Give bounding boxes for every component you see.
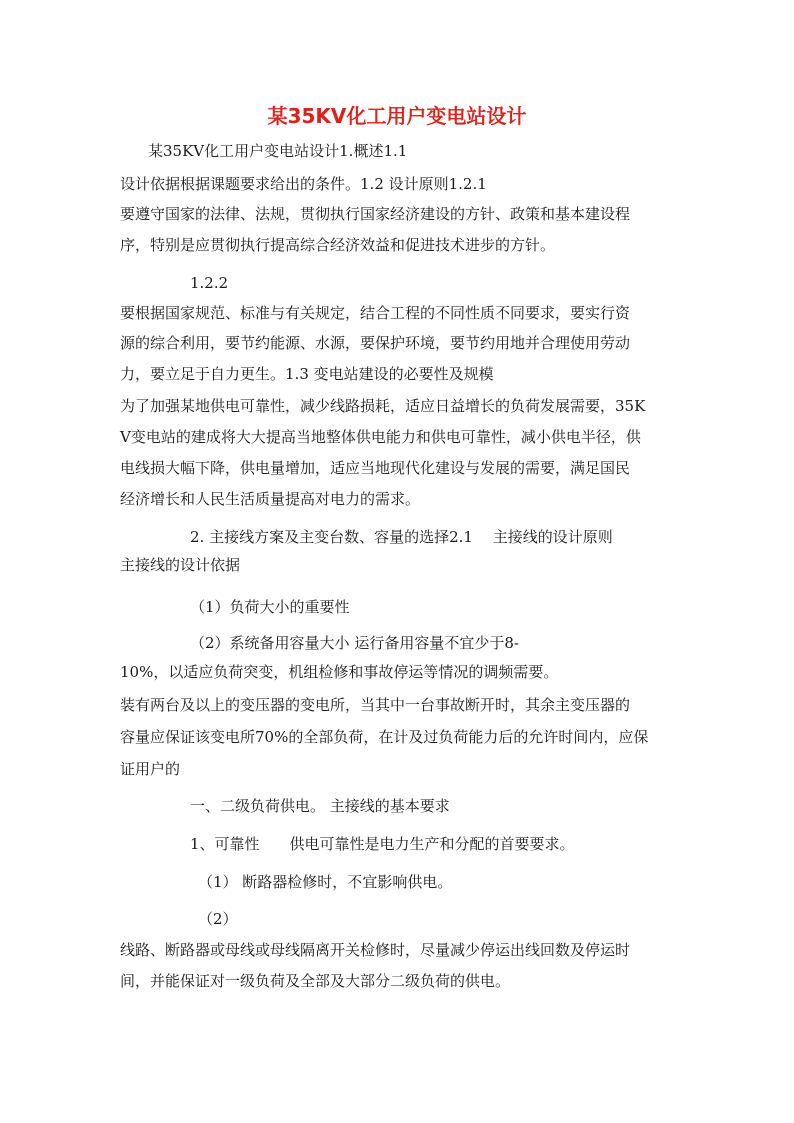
paragraph-line: 容量应保证该变电所70%的全部负荷，在计及过负荷能力后的允许时间内，应保	[120, 728, 649, 746]
paragraph-line: 某35KV化工用户变电站设计1.概述1.1	[148, 142, 408, 160]
paragraph-line: 线路、断路器或母线或母线隔离开关检修时，尽量减少停运出线回数及停运时	[120, 941, 631, 959]
paragraph-line: 力，要立足于自力更生。1.3 变电站建设的必要性及规模	[120, 365, 494, 383]
list-item: （2）系统备用容量大小 运行备用容量不宜少于8-	[190, 634, 519, 652]
paragraph-line: 1.2.2	[190, 274, 229, 292]
paragraph-line: 间，并能保证对一级负荷及全部及大部分二级负荷的供电。	[120, 972, 511, 990]
paragraph-line: 设计依据根据课题要求给出的条件。1.2 设计原则1.2.1	[120, 175, 487, 193]
list-item: （2）	[198, 910, 238, 928]
paragraph-line: 电线损大幅下降，供电量增加，适应当地现代化建设与发展的需要，满足国民	[120, 459, 631, 477]
paragraph-line: 证用户的	[120, 760, 181, 778]
paragraph-line: 1、可靠性 供电可靠性是电力生产和分配的首要要求。	[190, 835, 575, 853]
document-title: 某35KV化工用户变电站设计	[267, 104, 527, 128]
paragraph-line: 为了加强某地供电可靠性，减少线路损耗，适应日益增长的负荷发展需要，35K	[120, 397, 646, 415]
section-heading: 2. 主接线方案及主变台数、容量的选择2.1 主接线的设计原则	[190, 528, 613, 546]
list-item: （1） 断路器检修时，不宜影响供电。	[198, 873, 453, 891]
paragraph-line: 序，特别是应贯彻执行提高综合经济效益和促进技术进步的方针。	[120, 236, 556, 254]
paragraph-line: 要遵守国家的法律、法规，贯彻执行国家经济建设的方针、政策和基本建设程	[120, 205, 631, 223]
paragraph-line: 装有两台及以上的变压器的变电所，当其中一台事故断开时，其余主变压器的	[120, 696, 631, 714]
paragraph-line: 要根据国家规范、标准与有关规定，结合工程的不同性质不同要求，要实行资	[120, 304, 631, 322]
paragraph-line: V变电站的建成将大大提高当地整体供电能力和供电可靠性，减小供电半径，供	[120, 428, 641, 446]
paragraph-line: 源的综合利用，要节约能源、水源，要保护环境，要节约用地并合理使用劳动	[120, 334, 631, 352]
list-item: （1）负荷大小的重要性	[190, 598, 350, 616]
paragraph-line: 一、二级负荷供电。 主接线的基本要求	[190, 797, 450, 815]
paragraph-line: 主接线的设计依据	[120, 556, 241, 574]
paragraph-line: 10%，以适应负荷突变，机组检修和事故停运等情况的调频需要。	[120, 663, 559, 681]
paragraph-line: 经济增长和人民生活质量提高对电力的需求。	[120, 490, 421, 508]
